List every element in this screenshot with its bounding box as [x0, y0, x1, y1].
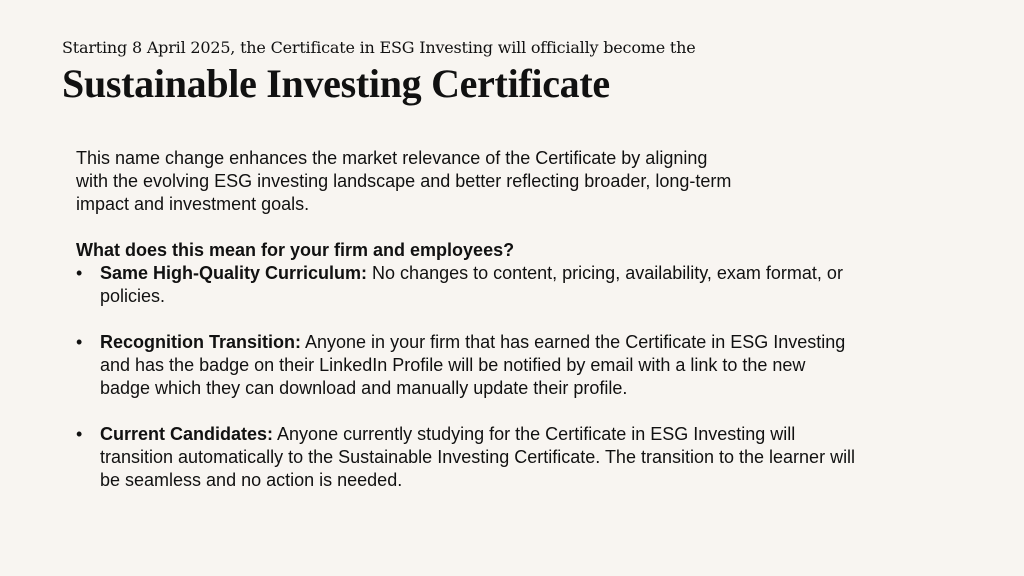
bullet-icon: • — [76, 263, 83, 283]
bullet-label: Same High-Quality Curriculum: — [100, 263, 368, 283]
kicker-text: Starting 8 April 2025, the Certificate in ESG Investing will officially become the — [62, 38, 696, 57]
bullet-text: Anyone currently studying for the Certificate in ESG Investing will transition automatically to the Sustainable Investing Certificate. The transition to the learner will be seamless and no action is needed. — [100, 424, 856, 490]
bullet-list — [76, 262, 856, 492]
bullet-icon: • — [76, 332, 83, 352]
intro-line: This name change enhances the market relevance of the Certificate by aligning — [76, 148, 708, 168]
intro-line: impact and investment goals. — [76, 194, 310, 214]
page-title: Sustainable Investing Certificate — [62, 61, 610, 106]
bullet-text: No changes to content, pricing, availability, exam format, or policies. — [100, 263, 843, 306]
bullet-icon: • — [76, 424, 83, 444]
intro-line: with the evolving ESG investing landscape and better reflecting broader, long-term — [76, 171, 732, 191]
bullet-label: Recognition Transition: — [100, 332, 301, 352]
bullet-text: Anyone in your firm that has earned the Certificate in ESG Investing and has the badge on their LinkedIn Profile will be notified by email with a link to the new badge which they can download and manually update their profile. — [100, 332, 846, 398]
slide-body — [76, 147, 856, 515]
bullet-label: Current Candidates: — [100, 424, 274, 444]
list-item — [76, 331, 856, 400]
list-item — [76, 423, 856, 492]
intro-paragraph — [76, 147, 856, 216]
list-item — [76, 262, 856, 308]
section-heading: What does this mean for your firm and employees? — [76, 240, 515, 260]
